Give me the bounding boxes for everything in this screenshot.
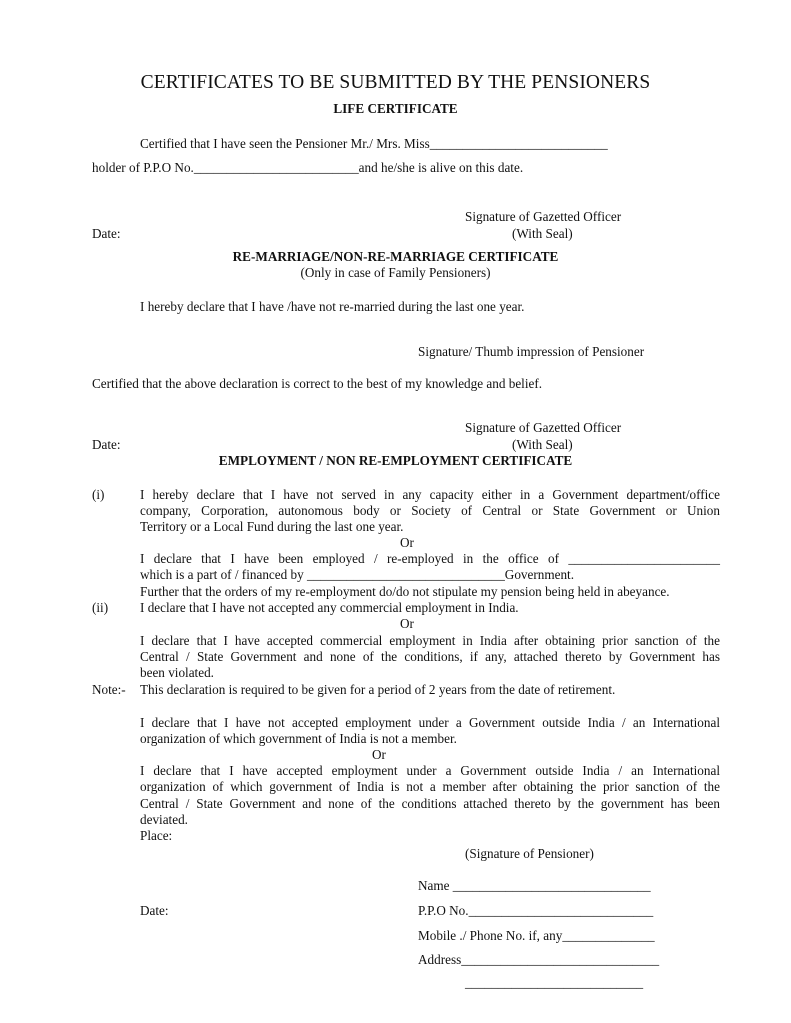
- life-certificate-line1: Certified that I have seen the Pensioner Mr./ Mrs. Miss___________________________: [140, 136, 608, 151]
- note-label: Note:-: [92, 682, 126, 697]
- clause-i-line3: Territory or a Local Fund during the last one year.: [140, 519, 404, 534]
- or-separator-2: Or: [400, 616, 414, 631]
- with-seal-label-2: (With Seal): [512, 437, 573, 452]
- life-date-label: Date:: [92, 226, 121, 241]
- thumb-impression-label: Signature/ Thumb impression of Pensioner: [418, 344, 645, 359]
- gazetted-officer-signature-label: Signature of Gazetted Officer: [465, 209, 622, 224]
- clause-ii-line1: I declare that I have not accepted any commercial employment in India.: [140, 600, 519, 615]
- note-text: This declaration is required to be given for a period of 2 years from the date of retirement.: [140, 682, 616, 697]
- address-field-line2: ___________________________: [465, 975, 644, 990]
- clause-i-line2: company, Corporation, autonomous body or Society of Central or State Government or Union: [140, 503, 720, 518]
- gazetted-officer-signature-label-2: Signature of Gazetted Officer: [465, 420, 622, 435]
- life-certificate-line2: holder of P.P.O No._________________________and he/she is alive on this date.: [92, 160, 524, 175]
- or-separator-1: Or: [400, 535, 414, 550]
- clause-i-line5: which is a part of / financed by ______________________________Government.: [140, 567, 575, 582]
- clause-iii-line5: Central / State Government and none of the conditions attached thereto by the government has been: [140, 796, 720, 811]
- place-label: Place:: [140, 828, 173, 843]
- clause-ii-label: (ii): [92, 600, 109, 615]
- clause-i-label: (i): [92, 487, 105, 502]
- remarriage-declaration: I hereby declare that I have /have not re-married during the last one year.: [140, 299, 525, 314]
- with-seal-label: (With Seal): [512, 226, 573, 241]
- life-certificate-heading: LIFE CERTIFICATE: [333, 101, 458, 116]
- employment-date-label: Date:: [140, 903, 169, 918]
- or-separator-3: Or: [372, 747, 386, 762]
- clause-iii-line6: deviated.: [140, 812, 188, 827]
- clause-iii-line3: I declare that I have accepted employment under a Government outside India / an International: [140, 763, 720, 778]
- remarriage-certified-text: Certified that the above declaration is correct to the best of my knowledge and belief.: [92, 376, 543, 391]
- clause-i-line1: I hereby declare that I have not served in any capacity either in a Government department/office: [140, 487, 720, 502]
- clause-iii-line1: I declare that I have not accepted employment under a Government outside India / an International: [140, 715, 720, 730]
- clause-iii-line4: organization of which government of India is not a member after obtaining the prior sanction of the: [140, 779, 720, 794]
- remarriage-date-label: Date:: [92, 437, 121, 452]
- clause-ii-line2: I declare that I have accepted commercial employment in India after obtaining prior sanction of the: [140, 633, 720, 648]
- clause-iii-line2: organization of which government of India is not a member.: [140, 731, 457, 746]
- employment-certificate-heading: EMPLOYMENT / NON RE-EMPLOYMENT CERTIFICATE: [218, 453, 573, 468]
- remarriage-certificate-heading: RE-MARRIAGE/NON-RE-MARRIAGE CERTIFICATE: [232, 249, 559, 264]
- mobile-phone-field: Mobile ./ Phone No. if, any______________: [418, 928, 655, 943]
- clause-i-line4: I declare that I have been employed / re-employed in the office of _______________________: [140, 551, 720, 566]
- page-title: CERTIFICATES TO BE SUBMITTED BY THE PENSIONERS: [140, 72, 651, 93]
- address-field: Address______________________________: [418, 952, 660, 967]
- remarriage-subheading: (Only in case of Family Pensioners): [300, 265, 491, 280]
- clause-ii-line4: been violated.: [140, 665, 214, 680]
- pensioner-signature-label: (Signature of Pensioner): [465, 846, 594, 861]
- clause-ii-line3: Central / State Government and none of the conditions, if any, attached thereto by Government has: [140, 649, 720, 664]
- name-field: Name ______________________________: [418, 878, 651, 893]
- ppo-number-field: P.P.O No.____________________________: [418, 903, 654, 918]
- clause-i-line6: Further that the orders of my re-employment do/do not stipulate my pension being held in abeyance.: [140, 584, 670, 599]
